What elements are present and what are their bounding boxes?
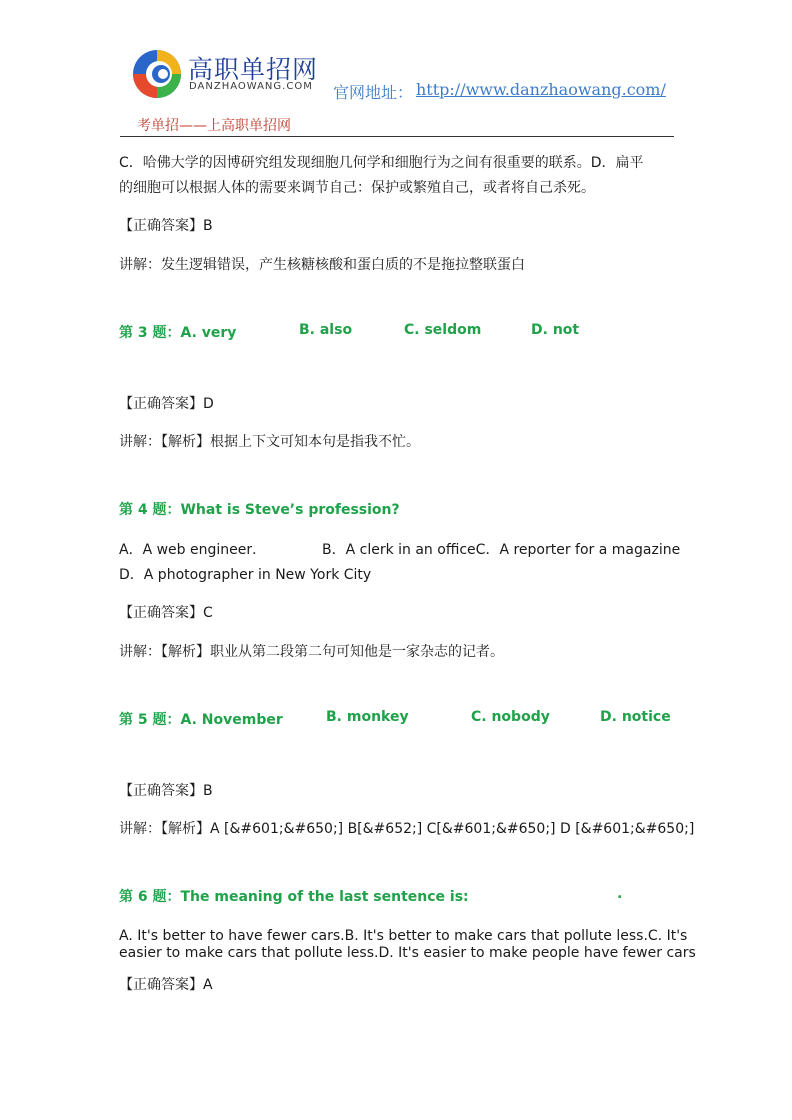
question-4-answer: 【正确答案】C (119, 605, 213, 621)
question-3-option-d: D. not (531, 322, 580, 338)
question-6-label: 第 6 题：The meaning of the last sentence is: (119, 889, 469, 905)
header-divider (120, 136, 674, 137)
question-4-label: 第 4 题：What is Steve’s profession? (119, 502, 400, 518)
site-logo-icon (132, 49, 182, 99)
brand-name: 高职单招网 (188, 55, 319, 84)
site-url-link[interactable]: http://www.danzhaowang.com/ (416, 80, 666, 99)
question-3 (0, 322, 792, 346)
question-4-option-d: D．A photographer in New York City (119, 567, 372, 583)
question-3-label: 第 3 题：A. very (119, 325, 237, 341)
question-6-options-line-2: easier to make cars that pollute less.D. It's easier to make people have fewer cars (119, 945, 696, 961)
question-6 (0, 886, 792, 910)
question-4-explanation: 讲解：【解析】职业从第二段第二句可知他是一家杂志的记者。 (119, 644, 504, 660)
question-5-option-d: D. notice (600, 709, 671, 725)
question-4-option-a: A．A web engineer． (119, 542, 267, 558)
question-3-option-c: C. seldom (404, 322, 482, 338)
question-6-blank-end: . (617, 886, 623, 902)
question-4-option-bc: B．A clerk in an officeC．A reporter for a magazine (322, 542, 681, 558)
prev-options-line-2: 的细胞可以根据人体的需要来调节自己：保护或繁殖自己，或者将自己杀死。 (119, 180, 595, 196)
prev-options-line-1: C．哈佛大学的因博研究组发现细胞几何学和细胞行为之间有很重要的联系。D．扁平 (119, 155, 644, 171)
question-4 (0, 499, 792, 523)
question-3-option-b: B. also (299, 322, 353, 338)
question-6-options-line-1: A. It's better to have fewer cars.B. It's better to make cars that pollute less.C. It's (119, 928, 688, 944)
question-5-option-b: B. monkey (326, 709, 409, 725)
prev-answer: 【正确答案】B (119, 218, 213, 234)
question-3-explanation: 讲解：【解析】根据上下文可知本句是指我不忙。 (119, 434, 420, 450)
prev-explanation: 讲解：发生逻辑错误，产生核糖核酸和蛋白质的不是拖拉整联蛋白 (119, 257, 525, 273)
question-5-explanation: 讲解：【解析】A [&#601;&#650;] B[&#652;] C[&#601;&#650;] D [&#601;&#650;] (119, 821, 695, 837)
question-5-option-c: C. nobody (471, 709, 550, 725)
question-5-answer: 【正确答案】B (119, 783, 213, 799)
question-5-label: 第 5 题：A. November (119, 712, 283, 728)
question-5 (0, 709, 792, 733)
brand-domain: DANZHAOWANG.COM (189, 81, 313, 92)
question-3-answer: 【正确答案】D (119, 396, 214, 412)
site-address-label: 官网地址： (333, 83, 414, 102)
slogan: 考单招——上高职单招网 (137, 118, 291, 134)
question-6-answer: 【正确答案】A (119, 977, 213, 993)
